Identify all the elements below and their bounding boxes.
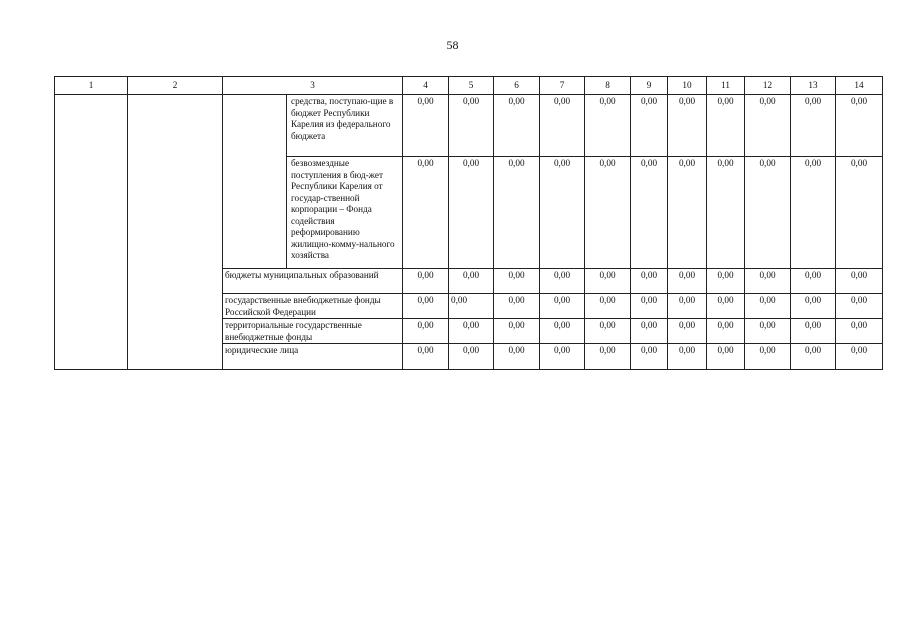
table-cell: 0,00: [449, 157, 494, 269]
empty-cell: [128, 294, 223, 319]
table-cell: 0,00: [540, 95, 585, 157]
table-cell: 0,00: [403, 157, 449, 269]
table-cell: 0,00: [668, 294, 707, 319]
row-label: бюджеты муниципальных образований: [223, 269, 403, 294]
column-header: 12: [745, 77, 791, 95]
table-cell: 0,00: [836, 319, 883, 344]
empty-cell: [128, 157, 223, 269]
column-header: 7: [540, 77, 585, 95]
row-label: средства, поступаю-щие в бюджет Республики Карелия из федерального бюджета: [287, 95, 403, 157]
table-cell: 0,00: [585, 269, 631, 294]
empty-cell: [55, 95, 128, 157]
empty-cell: [55, 294, 128, 319]
table-cell: 0,00: [836, 95, 883, 157]
table-cell: 0,00: [791, 294, 836, 319]
table-cell: 0,00: [707, 294, 745, 319]
table-cell: 0,00: [745, 344, 791, 370]
empty-cell: [128, 269, 223, 294]
table-row: [55, 294, 883, 319]
table-row: [55, 319, 883, 344]
table-cell: 0,00: [449, 319, 494, 344]
table-cell: 0,00: [540, 344, 585, 370]
table-cell: 0,00: [585, 95, 631, 157]
table-cell: 0,00: [540, 319, 585, 344]
table-cell: 0,00: [745, 95, 791, 157]
table-cell: 0,00: [494, 95, 540, 157]
table-cell: 0,00: [631, 319, 668, 344]
table-cell: 0,00: [836, 344, 883, 370]
table-cell: 0,00: [449, 294, 494, 319]
column-header: 1: [55, 77, 128, 95]
table-cell: 0,00: [707, 95, 745, 157]
table-cell: 0,00: [585, 344, 631, 370]
column-header: 10: [668, 77, 707, 95]
table-cell: 0,00: [707, 157, 745, 269]
table-cell: 0,00: [449, 269, 494, 294]
table-cell: 0,00: [494, 344, 540, 370]
column-header: 6: [494, 77, 540, 95]
empty-cell: [223, 157, 287, 269]
table-cell: 0,00: [668, 269, 707, 294]
financing-table: [54, 76, 883, 370]
column-header: 5: [449, 77, 494, 95]
table-cell: 0,00: [791, 344, 836, 370]
table-cell: 0,00: [668, 95, 707, 157]
table-cell: 0,00: [668, 319, 707, 344]
table-cell: 0,00: [585, 157, 631, 269]
table-cell: 0,00: [668, 157, 707, 269]
table-cell: 0,00: [668, 344, 707, 370]
table-cell: 0,00: [494, 157, 540, 269]
empty-cell: [128, 95, 223, 157]
table-cell: 0,00: [403, 95, 449, 157]
table-cell: 0,00: [585, 319, 631, 344]
table-cell: 0,00: [449, 95, 494, 157]
table-cell: 0,00: [403, 319, 449, 344]
row-label: юридические лица: [223, 344, 403, 370]
table-cell: 0,00: [631, 269, 668, 294]
row-label: территориальные государственные внебюджетные фонды: [223, 319, 403, 344]
column-header: 14: [836, 77, 883, 95]
column-header: 2: [128, 77, 223, 95]
table-cell: 0,00: [745, 157, 791, 269]
table-cell: 0,00: [707, 319, 745, 344]
table-cell: 0,00: [540, 269, 585, 294]
table-cell: 0,00: [707, 269, 745, 294]
table-row: [55, 95, 883, 157]
page-number: 58: [446, 38, 459, 52]
table-cell: 0,00: [791, 157, 836, 269]
column-header: 3: [223, 77, 403, 95]
table-cell: 0,00: [540, 157, 585, 269]
table-cell: 0,00: [836, 294, 883, 319]
table-cell: 0,00: [494, 319, 540, 344]
column-header: 9: [631, 77, 668, 95]
table-cell: 0,00: [403, 269, 449, 294]
table-cell: 0,00: [791, 269, 836, 294]
table-cell: 0,00: [403, 344, 449, 370]
empty-cell: [55, 157, 128, 269]
row-label: государственные внебюджетные фонды Российской Федерации: [223, 294, 403, 319]
column-header: 11: [707, 77, 745, 95]
table-cell: 0,00: [707, 344, 745, 370]
table-cell: 0,00: [745, 319, 791, 344]
row-label: безвозмездные поступления в бюд-жет Республики Карелия от государ-ственной корпорации – Фонда содействия реформированию жилищно-комму-нального хозяйства: [287, 157, 403, 269]
column-header: 4: [403, 77, 449, 95]
table-cell: 0,00: [631, 95, 668, 157]
table-cell: 0,00: [585, 294, 631, 319]
empty-cell: [55, 319, 128, 344]
table-row: [55, 344, 883, 370]
table-cell: 0,00: [403, 294, 449, 319]
table-cell: 0,00: [791, 319, 836, 344]
column-header: 13: [791, 77, 836, 95]
header-row: [55, 77, 883, 95]
table-cell: 0,00: [836, 269, 883, 294]
table-cell: 0,00: [791, 95, 836, 157]
table-cell: 0,00: [494, 294, 540, 319]
table-cell: 0,00: [745, 294, 791, 319]
table-cell: 0,00: [494, 269, 540, 294]
empty-cell: [128, 344, 223, 370]
column-header: 8: [585, 77, 631, 95]
table-row: [55, 157, 883, 269]
table-cell: 0,00: [449, 344, 494, 370]
table-row: [55, 269, 883, 294]
table-cell: 0,00: [631, 157, 668, 269]
table-cell: 0,00: [631, 344, 668, 370]
empty-cell: [55, 269, 128, 294]
empty-cell: [128, 319, 223, 344]
table-cell: 0,00: [745, 269, 791, 294]
empty-cell: [223, 95, 287, 157]
table-cell: 0,00: [836, 157, 883, 269]
table-cell: 0,00: [540, 294, 585, 319]
table-cell: 0,00: [631, 294, 668, 319]
empty-cell: [55, 344, 128, 370]
